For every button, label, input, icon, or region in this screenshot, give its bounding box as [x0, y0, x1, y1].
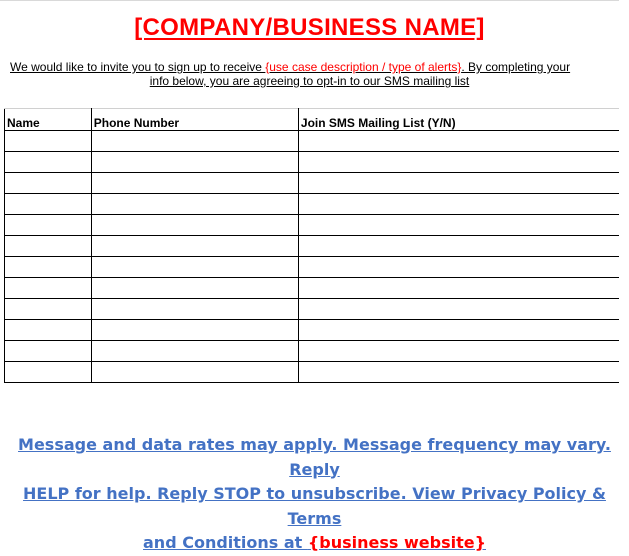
- sms-disclaimer: [0, 433, 629, 556]
- invitation-line-2: info below, you are agreeing to opt-in to our SMS mailing list: [149, 74, 470, 88]
- phone-number-cell[interactable]: [91, 152, 298, 173]
- join-sms-cell[interactable]: [298, 236, 619, 257]
- signup-table: [4, 108, 619, 383]
- name-cell[interactable]: [5, 173, 92, 194]
- table-row: [5, 299, 620, 320]
- header-phone-number: Phone Number: [91, 109, 298, 131]
- table-body: [5, 131, 620, 383]
- table-row: [5, 173, 620, 194]
- table-row: [5, 152, 620, 173]
- invitation-text-start: We would like to invite you to sign up to receive: [10, 60, 266, 74]
- invitation-text-end: . By completing your: [461, 60, 571, 74]
- disclaimer-line-2: HELP for help. Reply STOP to unsubscribe. View Privacy Policy & Terms: [23, 484, 606, 528]
- table-row: [5, 131, 620, 152]
- header-join-sms: Join SMS Mailing List (Y/N): [298, 109, 619, 131]
- join-sms-cell[interactable]: [298, 215, 619, 236]
- phone-number-cell[interactable]: [91, 341, 298, 362]
- name-cell[interactable]: [5, 131, 92, 152]
- join-sms-cell[interactable]: [298, 152, 619, 173]
- join-sms-cell[interactable]: [298, 341, 619, 362]
- name-cell[interactable]: [5, 257, 92, 278]
- name-cell[interactable]: [5, 320, 92, 341]
- phone-number-cell[interactable]: [91, 236, 298, 257]
- phone-number-cell[interactable]: [91, 362, 298, 383]
- join-sms-cell[interactable]: [298, 257, 619, 278]
- disclaimer-line-1: Message and data rates may apply. Message frequency may vary. Reply: [18, 435, 611, 479]
- name-cell[interactable]: [5, 362, 92, 383]
- table-row: [5, 320, 620, 341]
- join-sms-cell[interactable]: [298, 194, 619, 215]
- name-cell[interactable]: [5, 341, 92, 362]
- disclaimer-line-3: [0, 531, 629, 556]
- table-row: [5, 278, 620, 299]
- table-row: [5, 362, 620, 383]
- join-sms-cell[interactable]: [298, 320, 619, 341]
- disclaimer-line-3-text: and Conditions at: [143, 533, 308, 552]
- phone-number-cell[interactable]: [91, 257, 298, 278]
- table-row: [5, 215, 620, 236]
- phone-number-cell[interactable]: [91, 299, 298, 320]
- join-sms-cell[interactable]: [298, 278, 619, 299]
- company-name-title: [COMPANY/BUSINESS NAME]: [134, 14, 485, 41]
- invitation-text: [0, 60, 619, 88]
- phone-number-cell[interactable]: [91, 215, 298, 236]
- name-cell[interactable]: [5, 278, 92, 299]
- phone-number-cell[interactable]: [91, 320, 298, 341]
- phone-number-cell[interactable]: [91, 173, 298, 194]
- name-cell[interactable]: [5, 152, 92, 173]
- table-header-row: [5, 109, 620, 131]
- phone-number-cell[interactable]: [91, 278, 298, 299]
- business-website-placeholder: {business website}: [307, 533, 486, 552]
- join-sms-cell[interactable]: [298, 362, 619, 383]
- table-row: [5, 236, 620, 257]
- use-case-placeholder: {use case description / type of alerts}: [265, 60, 462, 74]
- header-name: Name: [5, 109, 92, 131]
- table-row: [5, 257, 620, 278]
- join-sms-cell[interactable]: [298, 131, 619, 152]
- table-row: [5, 194, 620, 215]
- name-cell[interactable]: [5, 236, 92, 257]
- table-row: [5, 341, 620, 362]
- join-sms-cell[interactable]: [298, 299, 619, 320]
- phone-number-cell[interactable]: [91, 131, 298, 152]
- phone-number-cell[interactable]: [91, 194, 298, 215]
- name-cell[interactable]: [5, 299, 92, 320]
- top-divider: [0, 0, 619, 1]
- join-sms-cell[interactable]: [298, 173, 619, 194]
- invitation-line-1: [0, 60, 619, 74]
- name-cell[interactable]: [5, 194, 92, 215]
- name-cell[interactable]: [5, 215, 92, 236]
